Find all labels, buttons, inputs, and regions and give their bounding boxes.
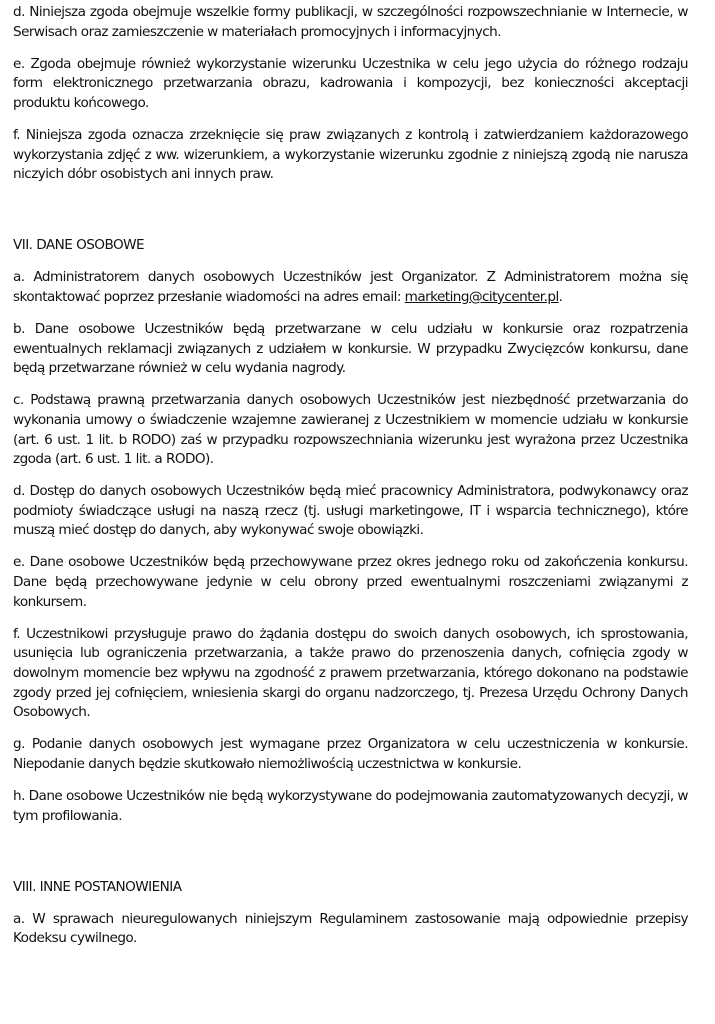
document-page (13, 3, 688, 961)
section-vii-paragraph-g: g. Podanie danych osobowych jest wymagane przez Organizatora w celu uczestniczenia w konkursie. Niepodanie danych będzie skutkowało niemożliwością uczestnictwa w konkursie. (13, 736, 688, 772)
section-spacer (13, 197, 688, 236)
section-viii-heading: VIII. INNE POSTANOWIENIA (13, 878, 182, 895)
section-vi-paragraph-f: f. Niniejsza zgoda oznacza zrzeknięcie się praw związanych z kontrolą i zatwierdzaniem każdorazowego wykorzystania zdjęć z ww. wizerunkiem, a wykorzystanie wizerunku zgodnie z niniejszą zgodą nie narusza niczyich dóbr osobistych ani innych praw. (13, 126, 688, 183)
paragraph-a-text: a. Administratorem danych osobowych Uczestników jest Organizator. Z Administratorem można się skontaktować poprzez przesłanie wiadomości na adres email: (13, 269, 688, 305)
section-vii-paragraph-b: b. Dane osobowe Uczestników będą przetwarzane w celu udziału w konkursie oraz rozpatrzenia ewentualnych reklamacji związanych z udziałem w konkursie. W przypadku Zwycięzców konkursu, dane będą przetwarzane również w celu wydania nagrody. (13, 321, 688, 377)
section-spacer (13, 839, 688, 878)
section-vii-paragraph-a (13, 268, 688, 307)
section-vi-paragraph-e: e. Zgoda obejmuje również wykorzystanie wizerunku Uczestnika w celu jego użycia do różnego rodzaju form elektronicznego przetwarzania obrazu, kadrowania i kompozycji, bez konieczności akceptacji produktu końcowego. (13, 55, 688, 111)
section-vii-paragraph-e: e. Dane osobowe Uczestników będą przechowywane przez okres jednego roku od zakończenia konkursu. Dane będą przechowywane jedynie w celu obrony przed ewentualnymi roszczeniami związanymi z konkursem. (13, 554, 688, 610)
paragraph-a-period: . (558, 288, 563, 305)
section-vii-paragraph-f: f. Uczestnikowi przysługuje prawo do żądania dostępu do swoich danych osobowych, ich sprostowania, usunięcia lub ograniczenia przetwarzania, a także prawo do przenoszenia danych, cofnięcia zgody w dowolnym momencie bez wpływu na zgodność z prawem przetwarzania, którego dokonano na podstawie zgody przed jej cofnięciem, wniesienia skargi do organu nadzorczego, tj. Prezesa Urzędu Ochrony Danych Osobowych. (13, 625, 688, 721)
section-viii-paragraph-a: a. W sprawach nieuregulowanych niniejszym Regulaminem zastosowanie mają odpowiednie przepisy Kodeksu cywilnego. (13, 910, 688, 947)
section-vi-paragraph-d: d. Niniejsza zgoda obejmuje wszelkie formy publikacji, w szczególności rozpowszechnianie w Internecie, w Serwisach oraz zamieszczenie w materiałach promocyjnych i informacyjnych. (13, 4, 688, 40)
section-vii-paragraph-h: h. Dane osobowe Uczestników nie będą wykorzystywane do podejmowania zautomatyzowanych decyzji, w tym profilowania. (13, 787, 688, 824)
section-vii-paragraph-c: c. Podstawą prawną przetwarzania danych osobowych Uczestników jest niezbędność przetwarzania do wykonania umowy o świadczenie wzajemne zawieranej z Uczestnikiem w momencie udziału w konkursie (art. 6 ust. 1 lit. b RODO) zaś w przypadku rozpowszechniania wizerunku jest wyrażona przez Uczestnika zgoda (art. 6 ust. 1 lit. a RODO). (13, 392, 688, 468)
email-link[interactable]: marketing@citycenter.pl (404, 288, 559, 305)
section-vii-paragraph-d: d. Dostęp do danych osobowych Uczestników będą mieć pracownicy Administratora, podwykonawcy oraz podmioty świadczące usługi na naszą rzecz (tj. usługi marketingowe, IT i wsparcia technicznego), które muszą mieć dostęp do danych, aby wykonywać swoje obowiązki. (13, 483, 688, 539)
section-vii-heading: VII. DANE OSOBOWE (13, 237, 145, 254)
